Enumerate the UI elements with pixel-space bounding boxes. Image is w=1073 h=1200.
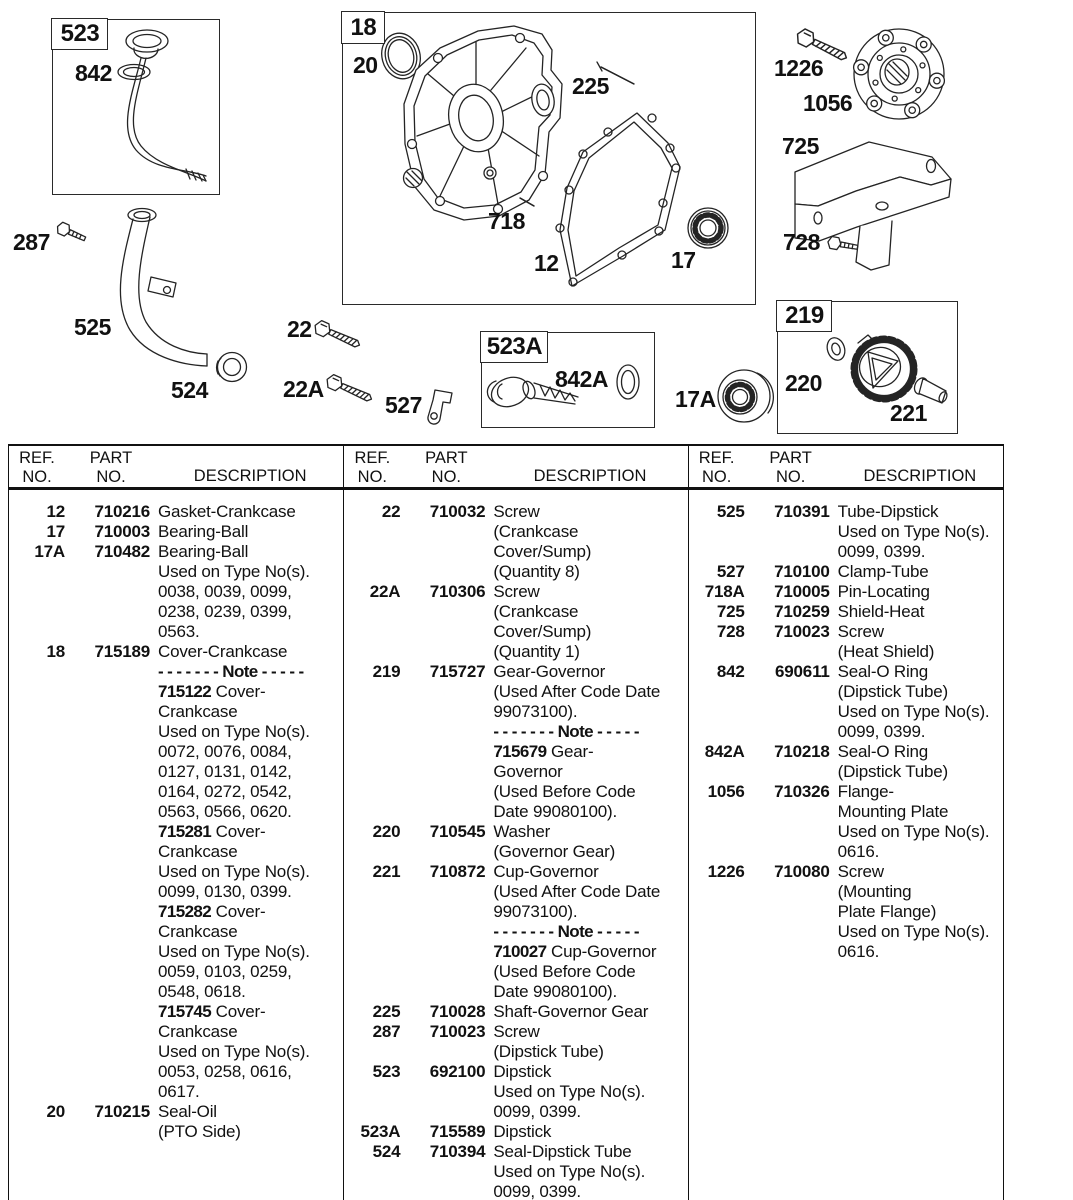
part-no-cell: 710023: [774, 622, 830, 641]
parts-table-column-1: [9, 446, 343, 1200]
ref-no-cell: 527: [716, 562, 745, 581]
header-ref-line1: REF.: [19, 449, 55, 467]
description-cell: [837, 862, 1003, 962]
part-no-cell: 715189: [94, 642, 150, 661]
callout-287: 287: [13, 229, 50, 255]
table-row: [689, 562, 1003, 582]
description-line: Dipstick: [493, 1062, 552, 1081]
table-row: [689, 502, 1003, 562]
detail-box-523-label: 523: [51, 18, 108, 50]
description-line: (Used Before Code: [493, 962, 636, 981]
part-no-cell: 710218: [774, 742, 830, 761]
callout-728: 728: [783, 229, 820, 255]
callout-221: 221: [890, 400, 927, 426]
description-line: - - - - - - - Note - - - - -: [493, 922, 639, 941]
header-part-line2: NO.: [96, 468, 126, 486]
detail-box-523a-label: 523A: [480, 331, 548, 363]
table-row: [344, 862, 687, 1002]
description-line: Bearing-Ball: [158, 542, 249, 561]
ref-no-cell: 524: [372, 1142, 401, 1161]
header-part-line1: PART: [425, 449, 468, 467]
description-line: 715281 Cover-: [158, 822, 266, 841]
description-line: (Dipstick Tube): [837, 762, 949, 781]
table-row: [689, 742, 1003, 782]
description-cell: [492, 1142, 687, 1200]
parts-table-column-3: [688, 446, 1003, 1200]
header-ref-line2: NO.: [357, 468, 387, 486]
table-header: [344, 446, 687, 490]
part-no-cell: 710306: [429, 582, 486, 601]
description-line: 99073100).: [493, 902, 578, 921]
callout-718: 718: [488, 208, 525, 234]
callout-22: 22: [287, 316, 312, 342]
part-no-cell: 715589: [429, 1122, 486, 1141]
callout-725: 725: [782, 133, 819, 159]
description-line: Used on Type No(s).: [837, 702, 990, 721]
ref-no-cell: 22A: [369, 582, 401, 601]
detail-box-219-label: 219: [776, 300, 832, 332]
description-cell: [157, 522, 343, 542]
part-no-cell: 710545: [429, 822, 486, 841]
description-line: Used on Type No(s).: [158, 1042, 310, 1061]
table-body: [9, 490, 343, 1142]
description-line: (Crankcase: [493, 602, 579, 621]
ref-no-cell: 18: [46, 642, 65, 661]
ball-bearing-17a-icon: [718, 370, 773, 422]
header-description: DESCRIPTION: [193, 467, 307, 485]
description-line: 0099, 0399.: [493, 1102, 581, 1121]
description-line: (Crankcase: [493, 522, 579, 541]
part-no-cell: 710005: [774, 582, 830, 601]
description-line: Used on Type No(s).: [158, 942, 310, 961]
description-line: 0563, 0566, 0620.: [158, 802, 292, 821]
callout-527: 527: [385, 392, 422, 418]
description-line: 0059, 0103, 0259,: [158, 962, 292, 981]
callout-842a: 842A: [555, 366, 608, 392]
header-description: DESCRIPTION: [533, 467, 647, 485]
description-cell: [157, 502, 343, 522]
description-line: 0563.: [158, 622, 200, 641]
callout-12: 12: [534, 250, 559, 276]
description-line: (Used After Code Date: [493, 682, 661, 701]
callout-225: 225: [572, 73, 609, 99]
description-line: (Quantity 8): [493, 562, 580, 581]
table-row: [344, 1142, 687, 1200]
ref-no-cell: 17A: [34, 542, 65, 561]
table-row: [689, 602, 1003, 622]
table-row: [344, 1062, 687, 1122]
screw-728-icon: [827, 236, 859, 253]
description-line: Mounting Plate: [837, 802, 949, 821]
description-line: Used on Type No(s).: [837, 922, 990, 941]
table-row: [344, 1122, 687, 1142]
part-no-cell: 710215: [94, 1102, 150, 1121]
description-line: Gear-Governor: [493, 662, 606, 681]
table-row: [344, 582, 687, 662]
part-no-cell: 710080: [774, 862, 830, 881]
description-line: 0099, 0399.: [493, 1182, 581, 1200]
description-line: Seal-O Ring: [837, 662, 929, 681]
ref-no-cell: 525: [716, 502, 745, 521]
description-line: Cover/Sump): [493, 622, 592, 641]
description-line: Screw: [493, 1022, 540, 1041]
part-no-cell: 710023: [429, 1022, 486, 1041]
part-no-cell: 710391: [774, 502, 830, 521]
table-header: [689, 446, 1003, 490]
callout-17a: 17A: [675, 386, 716, 412]
description-line: Date 99080100).: [493, 802, 617, 821]
table-header: [9, 446, 343, 490]
table-row: [344, 1022, 687, 1062]
callout-220: 220: [785, 370, 822, 396]
detail-box-523: [52, 19, 220, 195]
part-no-cell: 710326: [774, 782, 830, 801]
part-no-cell: 710872: [429, 862, 486, 881]
description-line: Crankcase: [158, 922, 238, 941]
description-line: Clamp-Tube: [837, 562, 929, 581]
description-line: 0099, 0399.: [837, 542, 926, 561]
callout-524: 524: [171, 377, 208, 403]
description-line: Dipstick: [493, 1122, 552, 1141]
description-line: 0164, 0272, 0542,: [158, 782, 292, 801]
description-line: (Used After Code Date: [493, 882, 661, 901]
ref-no-cell: 20: [46, 1102, 65, 1121]
part-no-cell: 710003: [94, 522, 150, 541]
callout-1056: 1056: [803, 90, 853, 116]
description-line: 0617.: [158, 1082, 200, 1101]
description-line: Governor: [493, 762, 563, 781]
part-no-cell: 710216: [94, 502, 150, 521]
tube-clamp-527-icon: [428, 390, 452, 424]
header-description: DESCRIPTION: [863, 467, 977, 485]
description-cell: [837, 502, 1003, 562]
description-line: 0616.: [837, 842, 880, 861]
description-line: - - - - - - - Note - - - - -: [493, 722, 639, 741]
description-line: Bearing-Ball: [158, 522, 249, 541]
ref-no-cell: 842A: [704, 742, 745, 761]
ref-no-cell: 1056: [707, 782, 745, 801]
description-line: Cup-Governor: [493, 862, 599, 881]
ref-no-cell: 1226: [707, 862, 745, 881]
header-part-line2: NO.: [775, 468, 806, 486]
description-line: 0548, 0618.: [158, 982, 246, 1001]
description-line: Screw: [493, 582, 540, 601]
ref-no-cell: 287: [372, 1022, 401, 1041]
description-line: (Quantity 1): [493, 642, 580, 661]
header-ref-no: [689, 449, 745, 487]
description-cell: [837, 562, 1003, 582]
header-part-line1: PART: [89, 449, 133, 467]
ref-no-cell: 725: [716, 602, 745, 621]
callout-842: 842: [75, 60, 112, 86]
table-row: [9, 642, 343, 1102]
callout-1226: 1226: [774, 55, 824, 81]
table-body: [344, 490, 687, 1200]
description-cell: [492, 1022, 687, 1062]
ref-no-cell: 22: [381, 502, 401, 521]
description-cell: [837, 782, 1003, 862]
description-line: Used on Type No(s).: [158, 722, 310, 741]
description-line: (Governor Gear): [493, 842, 616, 861]
header-part-line1: PART: [769, 449, 812, 467]
description-line: 0053, 0258, 0616,: [158, 1062, 292, 1081]
ref-no-cell: 221: [372, 862, 401, 881]
seal-524-icon: [217, 353, 247, 382]
description-line: (Dipstick Tube): [837, 682, 949, 701]
ref-no-cell: 523: [372, 1062, 401, 1081]
description-line: Screw: [837, 862, 884, 881]
description-line: Used on Type No(s).: [493, 1162, 646, 1181]
description-cell: [157, 1102, 343, 1142]
description-line: Seal-Oil: [158, 1102, 217, 1121]
table-row: [9, 542, 343, 642]
table-row: [9, 522, 343, 542]
description-cell: [837, 742, 1003, 782]
description-line: Cover/Sump): [493, 542, 592, 561]
description-cell: [492, 1122, 687, 1142]
ref-no-cell: 219: [372, 662, 401, 681]
description-cell: [492, 662, 687, 822]
bolt-22a-icon: [324, 373, 374, 406]
table-row: [344, 1002, 687, 1022]
description-line: Pin-Locating: [837, 582, 930, 601]
ref-no-cell: 12: [46, 502, 65, 521]
callout-525: 525: [74, 314, 111, 340]
description-line: 715745 Cover-: [158, 1002, 266, 1021]
header-part-line2: NO.: [431, 468, 461, 486]
ref-no-cell: 728: [716, 622, 745, 641]
part-no-cell: 710028: [429, 1002, 486, 1021]
callout-17: 17: [671, 247, 696, 273]
table-row: [9, 502, 343, 522]
description-cell: [492, 1002, 687, 1022]
header-part-no: [745, 449, 837, 487]
description-line: Crankcase: [158, 1022, 238, 1041]
description-line: Used on Type No(s).: [158, 862, 310, 881]
description-line: Gasket-Crankcase: [158, 502, 296, 521]
description-line: 0127, 0131, 0142,: [158, 762, 292, 781]
description-cell: [492, 582, 687, 662]
description-line: 0072, 0076, 0084,: [158, 742, 292, 761]
bolt-22-icon: [312, 319, 362, 352]
description-line: 99073100).: [493, 702, 578, 721]
ref-no-cell: 718A: [704, 582, 745, 601]
mounting-plate-flange-illustration: [854, 29, 945, 119]
table-row: [9, 1102, 343, 1142]
description-line: Seal-Dipstick Tube: [493, 1142, 632, 1161]
description-line: Used on Type No(s).: [837, 822, 990, 841]
description-line: Used on Type No(s).: [837, 522, 990, 541]
description-line: 0238, 0239, 0399,: [158, 602, 292, 621]
description-line: Shield-Heat: [837, 602, 925, 621]
table-row: [689, 782, 1003, 862]
table-body: [689, 490, 1003, 962]
header-part-no: [65, 449, 157, 487]
part-no-cell: 692100: [429, 1062, 486, 1081]
description-line: - - - - - - - Note - - - - -: [158, 662, 304, 681]
description-line: (Used Before Code: [493, 782, 636, 801]
dipstick-tube-525-illustration: [120, 209, 207, 367]
description-line: 715122 Cover-: [158, 682, 266, 701]
description-line: Cover-Crankcase: [158, 642, 288, 661]
header-ref-no: [9, 449, 65, 487]
table-row: [344, 502, 687, 582]
part-no-cell: 710032: [429, 502, 486, 521]
description-line: (Dipstick Tube): [493, 1042, 604, 1061]
table-row: [344, 822, 687, 862]
exploded-parts-diagram: [0, 0, 1073, 444]
ref-no-cell: 17: [46, 522, 65, 541]
callout-20: 20: [353, 52, 378, 78]
part-no-cell: 710482: [94, 542, 150, 561]
description-line: 0616.: [837, 942, 880, 961]
description-line: Washer: [493, 822, 551, 841]
table-row: [689, 582, 1003, 602]
ref-no-cell: 220: [372, 822, 401, 841]
description-cell: [837, 622, 1003, 662]
ref-no-cell: 523A: [360, 1122, 401, 1141]
part-no-cell: 710100: [774, 562, 830, 581]
screw-287-icon: [55, 221, 87, 244]
description-line: (Heat Shield): [837, 642, 935, 661]
description-line: (PTO Side): [158, 1122, 241, 1141]
header-ref-line1: REF.: [354, 449, 391, 467]
description-line: 0099, 0130, 0399.: [158, 882, 292, 901]
description-line: Shaft-Governor Gear: [493, 1002, 649, 1021]
description-cell: [492, 1062, 687, 1122]
description-cell: [157, 542, 343, 642]
description-line: Crankcase: [158, 702, 238, 721]
description-line: Used on Type No(s).: [158, 562, 310, 581]
description-line: Screw: [493, 502, 540, 521]
description-line: (Mounting: [837, 882, 912, 901]
table-row: [344, 662, 687, 822]
ref-no-cell: 225: [372, 1002, 401, 1021]
header-ref-no: [344, 449, 400, 487]
part-no-cell: 710394: [429, 1142, 486, 1161]
part-no-cell: 710259: [774, 602, 830, 621]
table-row: [689, 862, 1003, 962]
description-cell: [837, 582, 1003, 602]
part-no-cell: 715727: [429, 662, 486, 681]
description-line: Tube-Dipstick: [837, 502, 939, 521]
header-part-no: [400, 449, 492, 487]
table-row: [689, 622, 1003, 662]
description-cell: [492, 822, 687, 862]
description-line: 0099, 0399.: [837, 722, 926, 741]
description-line: Plate Flange): [837, 902, 937, 921]
description-cell: [492, 862, 687, 1002]
part-no-cell: 690611: [775, 662, 830, 681]
description-cell: [837, 602, 1003, 622]
description-line: Crankcase: [158, 842, 238, 861]
description-line: 715282 Cover-: [158, 902, 266, 921]
description-line: Seal-O Ring: [837, 742, 929, 761]
description-line: Used on Type No(s).: [493, 1082, 646, 1101]
header-ref-line2: NO.: [22, 468, 52, 486]
description-line: 715679 Gear-: [493, 742, 594, 761]
header-ref-line1: REF.: [698, 449, 735, 467]
parts-table-column-2: [343, 446, 687, 1200]
parts-list-table: [8, 444, 1004, 1200]
callout-22a: 22A: [283, 376, 324, 402]
detail-box-219: [777, 301, 958, 434]
description-line: Screw: [837, 622, 884, 641]
description-line: Date 99080100).: [493, 982, 617, 1001]
description-line: 710027 Cup-Governor: [493, 942, 657, 961]
description-cell: [157, 642, 343, 1102]
detail-box-18-label: 18: [341, 11, 385, 44]
ref-no-cell: 842: [716, 662, 745, 681]
description-line: Flange-: [837, 782, 894, 801]
description-cell: [492, 502, 687, 582]
table-row: [689, 662, 1003, 742]
description-line: 0038, 0039, 0099,: [158, 582, 292, 601]
description-cell: [837, 662, 1003, 742]
header-ref-line2: NO.: [701, 468, 732, 486]
